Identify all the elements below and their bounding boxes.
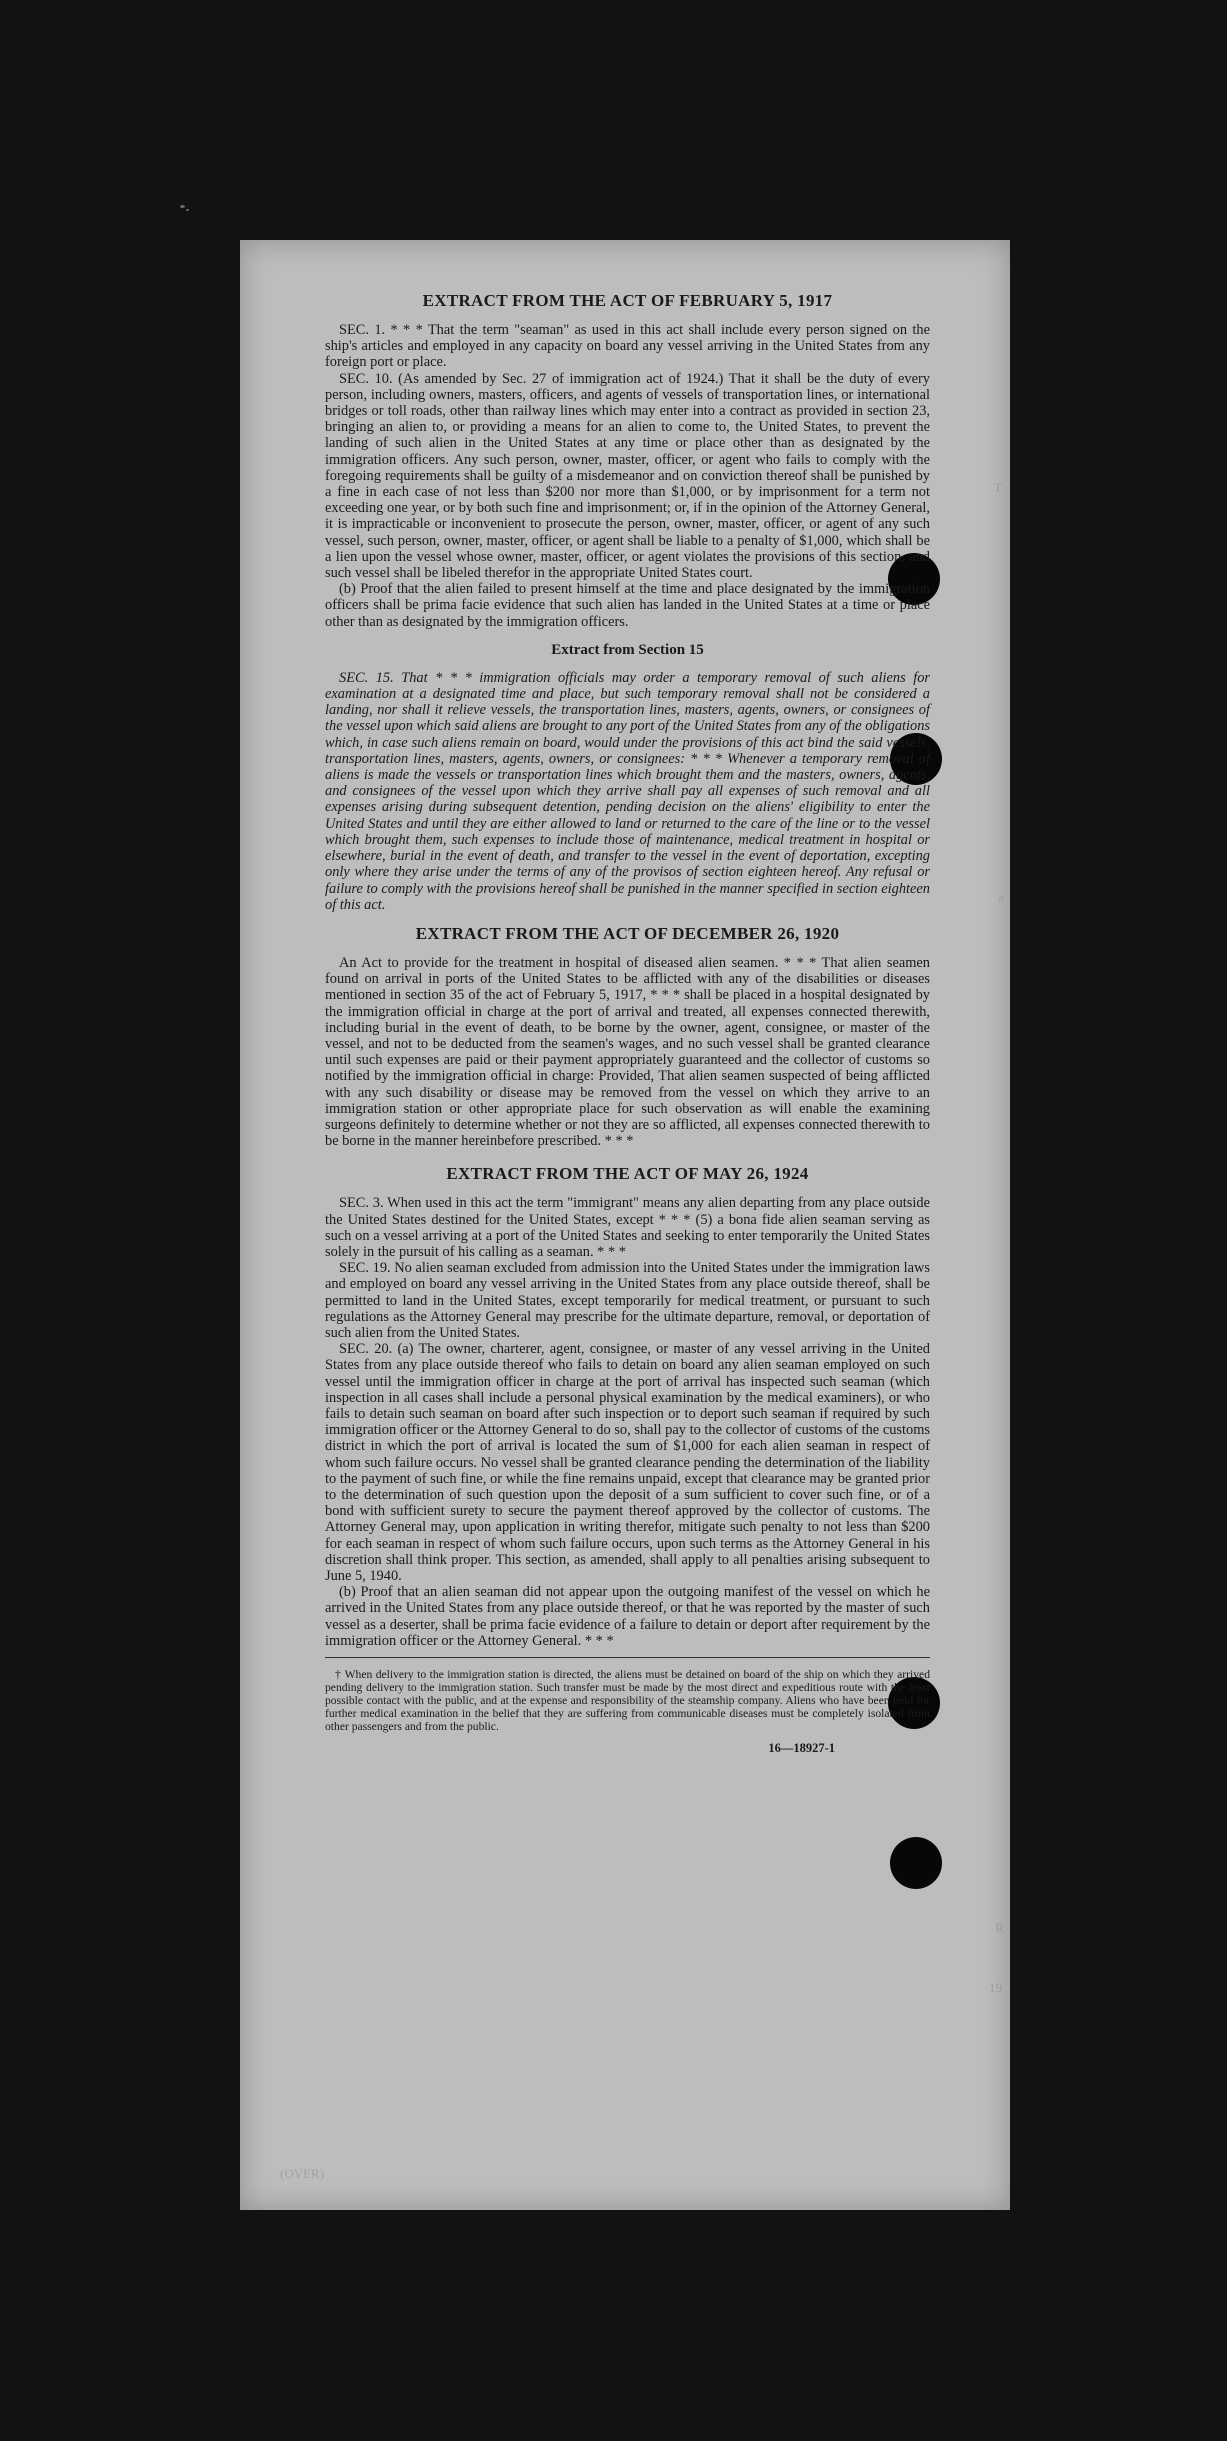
heading-act-1924: EXTRACT FROM THE ACT OF MAY 26, 1924	[446, 1164, 809, 1184]
section-20a-paragraph: SEC. 20. (a) The owner, charterer, agent, consignee, or master of any vessel arriving in the United States from any place outside thereof who fails to detain on board any alien seaman employed on such vessel until the immigration officer in charge at the port of arrival has inspected such seaman (which inspection in all cases shall include a personal physical examination by the medical examiners), or who fails to detain such seaman on board after such inspection or to deport such seaman if required by such immigration officer or the Attorney General to do so, shall pay to the collector of customs of the customs district in which the port of arrival is located the sum of $1,000 for each alien seaman in respect of whom such failure occurs. No vessel shall be granted clearance pending the determination of the liability to the payment of such fine, or while the fine remains unpaid, except that clearance may be granted prior to the determination of such question upon the deposit of a sum sufficient to cover such fine, or of a bond with sufficient surety to secure the payment thereof approved by the collector of customs. The Attorney General may, upon application in writing therefor, mitigate such penalty to not less than $200 for each seaman in respect of whom such failure occurs, upon such terms as the Attorney General in his discretion shall think proper. This section, as amended, shall apply to all penalties arising subsequent to June 5, 1940.	[325, 1341, 930, 1585]
bleed-through-text: T	[994, 480, 1002, 495]
bleed-through-text: (OVER)	[280, 2166, 325, 2181]
heading-act-1917: EXTRACT FROM THE ACT OF FEBRUARY 5, 1917	[422, 291, 833, 310]
section-10-paragraph: SEC. 10. (As amended by Sec. 27 of immigration act of 1924.) That it shall be the duty of every person, including owners, masters, officers, and agents of vessels of transportation lines, or international bridges or toll roads, other than railway lines which may enter into a contract as provided in section 23, bringing an alien to, or providing a means for an alien to come to, the United States, to prevent the landing of such alien in the United States at any time or place other than as designated by the immigration officers. Any such person, owner, master, officer, or agent who fails to comply with the foregoing requirements shall be guilty of a misdemeanor and on conviction thereof shall be punished by a fine in each case of not less than $200 nor more than $1,000, or by imprisonment for a term not exceeding one year, or by both such fine and imprisonment; or, if in the opinion of the Attorney General, it is impracticable or inconvenient to prosecute the person, owner, master, officer, or agent of any such vessel, such person, owner, master, officer, or agent shall be liable to a penalty of $1,000, which shall be a lien upon the vessel whose owner, master, officer, or agent violates the provisions of this section, and such vessel shall be libeled therefor in the appropriate United States court.	[325, 370, 930, 582]
form-number: 16—18927-1	[768, 1741, 835, 1756]
section-10b-paragraph: (b) Proof that the alien failed to present himself at the time and place designated by the immigration officers shall be prima facie evidence that such alien has landed in the United States at a time or place other than as designated by the immigration officers.	[325, 581, 930, 630]
section-1-paragraph: SEC. 1. * * * That the term "seaman" as used in this act shall include every person signed on the ship's articles and employed in any capacity on board any vessel arriving in the United States from any foreign port or place.	[325, 322, 930, 371]
footnote-divider	[325, 1657, 930, 1658]
footnote: † When delivery to the immigration station is directed, the aliens must be detained on board of the ship on which they arrived pending delivery to the immigration station. Such transfer must be made by the most direct and expeditious route with the least possible contact with the public, and at the expense and responsibility of the steamship company. Aliens who have been held for further medical examination in the belief that they are suffering from communicable diseases must be completely isolated from other passengers and from the public.	[325, 1668, 930, 1734]
document-page	[240, 240, 1010, 2210]
heading-act-1920: EXTRACT FROM THE ACT OF DECEMBER 26, 1920	[415, 923, 840, 943]
section-20b-paragraph: (b) Proof that an alien seaman did not appear upon the outgoing manifest of the vessel on which he arrived in the United States from any place outside thereof, or that he was reported by the master of such vessel as a deserter, shall be prima facie evidence of a failure to detain or deport after requirement by the immigration officer or the Attorney General. * * *	[325, 1584, 930, 1649]
bleed-through-text: a	[998, 890, 1004, 905]
document-body	[325, 290, 930, 1756]
scan-speck	[186, 209, 189, 211]
punch-hole	[890, 1837, 942, 1889]
bleed-through-text: 19	[989, 1980, 1002, 1995]
bleed-through-text: R	[995, 1920, 1004, 1935]
heading-section-15: Extract from Section 15	[551, 641, 704, 658]
scan-speck	[180, 205, 185, 208]
act-1920-paragraph: An Act to provide for the treatment in hospital of diseased alien seamen. * * * That alien seamen found on arrival in ports of the United States to be afflicted with any of the disabilities or diseases mentioned in section 35 of the act of February 5, 1917, * * * shall be placed in a hospital designated by the immigration official in charge at the port of arrival and treated, all expenses connected therewith, including burial in the event of death, to be borne by the owner, agent, consignee, or master of the vessel, and not to be deducted from the seamen's wages, and no such vessel shall be granted clearance until such expenses are paid or their payment appropriately guaranteed and the collector of customs so notified by the immigration official in charge: Provided, That alien seamen suspected of being afflicted with any such disability or disease may be removed from the vessel on which they arrive to an immigration station or other appropriate place for such observation as will enable the examining surgeons definitely to determine whether or not they are so afflicted, all expenses connected therewith to be borne in the manner hereinbefore prescribed. * * *	[325, 954, 930, 1150]
section-15-paragraph: SEC. 15. That * * * immigration officials may order a temporary removal of such aliens for examination at a designated time and place, but such temporary removal shall not be considered a landing, nor shall it relieve vessels, the transportation lines, masters, agents, owners, or consignees of the vessel upon which said aliens are brought to any port of the United States from any of the obligations which, in case such aliens remain on board, would under the provisions of this act bind the said vessels, transportation lines, masters, agents, owners, or consignees: * * * Whenever a temporary removal of aliens is made the vessels or transportation lines which brought them and the masters, owners, agents, and consignees of the vessel upon which they arrive shall pay all expenses of such removal and all expenses arising during subsequent detention, pending decision on the aliens' eligibility to enter the United States and until they are either allowed to land or returned to the care of the line or to the vessel which brought them, such expenses to include those of maintenance, medical treatment in hospital or elsewhere, burial in the event of death, and transfer to the vessel in the event of deportation, excepting only where they arise under the terms of any of the provisos of section eighteen hereof. Any refusal or failure to comply with the provisions hereof shall be punished in the manner specified in section eighteen of this act.	[325, 669, 930, 913]
section-19-paragraph: SEC. 19. No alien seaman excluded from admission into the United States under the immigration laws and employed on board any vessel arriving in the United States from any place outside thereof, shall be permitted to land in the United States, except temporarily for medical treatment, or pursuant to such regulations as the Attorney General may prescribe for the ultimate departure, removal, or deportation of such alien from the United States.	[325, 1260, 930, 1341]
section-3-paragraph: SEC. 3. When used in this act the term "immigrant" means any alien departing from any place outside the United States destined for the United States, except * * * (5) a bona fide alien seaman serving as such on a vessel arriving at a port of the United States and seeking to enter temporarily the United States solely in the pursuit of his calling as a seaman. * * *	[325, 1195, 930, 1260]
